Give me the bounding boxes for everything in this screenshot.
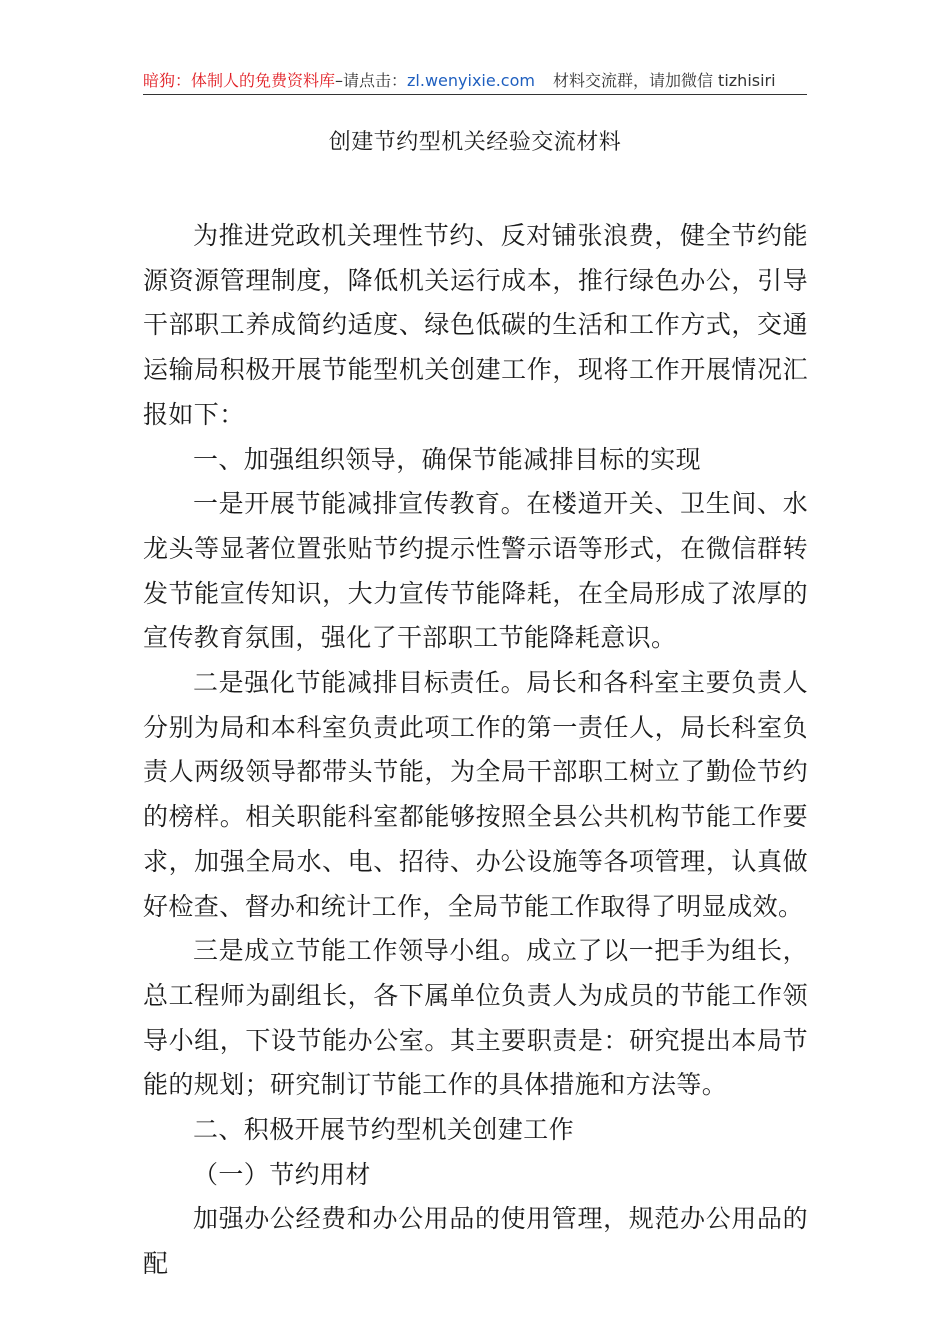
paragraph-intro: 为推进党政机关理性节约、反对铺张浪费，健全节约能源资源管理制度，降低机关运行成本，推行绿色办公，引导干部职工养成简约适度、绿色低碳的生活和工作方式，交通运输局积极开展节能型机关创建工作，现将工作开展情况汇报如下： [143, 221, 808, 429]
section-heading-2: 二、积极开展节约型机关创建工作 [193, 1115, 575, 1145]
header-prompt: –请点击： [335, 71, 408, 90]
paragraph-point-2: 二是强化节能减排目标责任。局长和各科室主要负责人分别为局和本科室负责此项工作的第一责任人，局长科室负责人两级领导都带头节能，为全局干部职工树立了勤俭节约的榜样。相关职能科室都能够按照全县公共机构节能工作要求，加强全局水、电、招待、办公设施等各项管理，认真做好检查、督办和统计工作，全局节能工作取得了明显成效。 [143, 668, 808, 921]
header-brand: 暗狗：体制人的免费资料库 [143, 71, 336, 90]
header-link[interactable]: zl.wenyixie.com [407, 71, 535, 90]
section-heading-1: 一、加强组织领导，确保节能减排目标的实现 [193, 444, 702, 474]
subsection-heading-1: （一）节约用材 [193, 1159, 371, 1189]
document-title: 创建节约型机关经验交流材料 [328, 130, 622, 155]
header-group-note: 材料交流群，请加微信 tizhisiri [552, 71, 776, 90]
paragraph-point-3: 三是成立节能工作领导小组。成立了以一把手为组长，总工程师为副组长，各下属单位负责人为成员的节能工作领导小组，下设节能办公室。其主要职责是：研究提出本局节能的规划；研究制订节能工作的具体措施和方法等。 [143, 936, 808, 1100]
document-body [143, 214, 808, 1287]
paragraph-point-1: 一是开展节能减排宣传教育。在楼道开关、卫生间、水龙头等显著位置张贴节约提示性警示语等形式，在微信群转发节能宣传知识，大力宣传节能降耗，在全局形成了浓厚的宣传教育氛围，强化了干部职工节能降耗意识。 [143, 489, 808, 653]
paragraph-materials: 加强办公经费和办公用品的使用管理，规范办公用品的配 [143, 1204, 808, 1279]
page-header [143, 68, 807, 95]
